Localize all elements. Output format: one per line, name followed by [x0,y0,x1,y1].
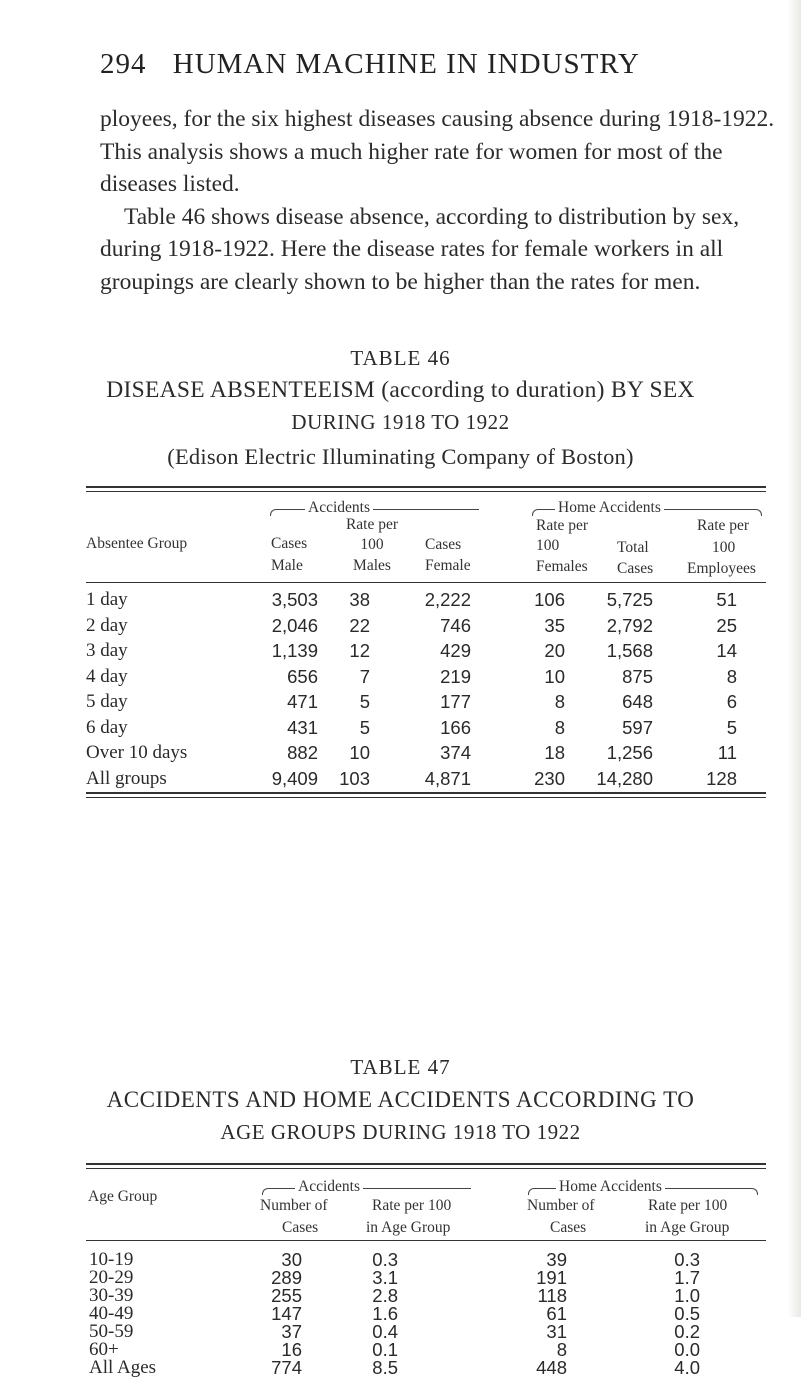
table46-row-8-col-4: 4,871 [424,767,471,789]
paragraph-2: Table 46 shows disease absence, according to distribution by sex, during 1918-1922. Here the disease rates for female workers in all groupings are clearly shown to be higher than the rates for men. [100,203,740,295]
table46-row-8-col-7: 128 [706,767,737,789]
table47-header-age-group: Age Group [88,1188,158,1205]
table46-header-cases-male-2: Male [271,557,303,574]
table47-row-4-col-2: 147 [271,1303,302,1324]
table46-header-rate-employees-3: Employees [687,560,756,577]
table46-row-3-col-2: 1,139 [271,640,318,661]
table46-row-4-col-3: 7 [359,665,370,687]
table47-row-2-col-2: 289 [271,1267,302,1288]
table47-home-group-label: Home Accidents [556,1178,665,1196]
table46-row-2-col-6: 2,792 [606,614,653,636]
table46-row-6-col-5: 8 [554,716,565,738]
table47-row-3-col-3: 2.8 [372,1285,398,1306]
table46-row-5-col-5: 8 [554,691,565,712]
table47-row-7-col-3: 8.5 [372,1357,398,1378]
table47-row-7-col-2: 774 [271,1357,302,1378]
table47-row-2-col-1: 20-29 [89,1267,134,1288]
table47-top-rule [86,1163,766,1165]
table47-row-3-col-2: 255 [271,1285,302,1306]
table47-row-1-col-4: 39 [546,1249,567,1270]
table46-row-2-col-1: 2 day [86,614,128,636]
table46-row-8-col-1: All groups [86,767,167,789]
table46-top-rule-thin [86,491,766,492]
table46-title-line-2: DURING 1918 TO 1922 [291,410,510,434]
table46-row-5-col-4: 177 [440,691,471,712]
table46-row-7-col-7: 11 [717,742,737,763]
table47-row-1-col-1: 10-19 [89,1249,134,1270]
table46-row-5-col-6: 648 [622,691,653,712]
table46-row-1-col-3: 38 [349,589,370,610]
table47-row-5-col-1: 50-59 [89,1321,134,1342]
table46-header-rate-males-1: Rate per [345,516,399,533]
table46-row-7-col-5: 18 [544,742,565,763]
table47-row-3-col-4: 118 [537,1285,567,1306]
table46-header-rule [86,582,766,583]
table46-title-line-1: DISEASE ABSENTEEISM (according to duration) BY SEX [106,377,695,403]
table46-row-1-col-1: 1 day [86,589,128,610]
table47-row-5-col-5: 0.2 [674,1321,700,1342]
table46-row-3-col-3: 12 [349,640,370,661]
table46-bottom-rule [86,792,766,794]
table47-row-6-col-4: 8 [556,1339,567,1360]
table47-title-line-2: AGE GROUPS DURING 1918 TO 1922 [220,1120,581,1144]
paragraph-1: ployees, for the six highest diseases causing absence during 1918-1922. This analysis shows a much higher rate for women for most of the diseases listed. [100,106,775,197]
page-number: 294 [100,48,147,80]
table46-header-cases-female-2: Female [425,557,471,574]
page-edge-shadow [787,0,801,1317]
table46-row-2-col-3: 22 [349,614,370,636]
table46-row-2-col-5: 35 [544,614,565,636]
table47-header-home-number-1: Number of [527,1197,595,1214]
table47-row-2-col-4: 191 [536,1267,567,1288]
table47-row-7-col-4: 448 [536,1357,567,1378]
table46-header-total-cases-2: Cases [617,560,654,577]
table46-row-8-col-6: 14,280 [596,767,653,789]
table47-header-home-number-2: Cases [550,1219,587,1236]
table46-title-line-3: (Edison Electric Illuminating Company of Boston) [167,444,634,469]
table46-row-7-col-2: 882 [287,742,318,763]
table46-row-2-col-4: 746 [440,614,471,636]
table46-row-1-col-4: 2,222 [424,589,471,610]
table46-row-4-col-5: 10 [544,665,565,687]
table47-row-1-col-3: 0.3 [372,1249,398,1270]
table47-header-number-cases-1: Number of [260,1197,328,1214]
table46-row-8-col-2: 9,409 [271,767,318,789]
table47-accidents-group-label: Accidents [295,1178,363,1196]
table46-row-3-col-6: 1,568 [606,640,653,661]
table47-row-4-col-4: 61 [546,1303,567,1324]
table46-row-4-col-7: 8 [726,665,737,687]
table46-header-rate-employees-2: 100 [712,539,736,556]
table47-row-2-col-3: 3.1 [372,1267,398,1288]
table46-row-7-col-3: 10 [349,742,370,763]
table47-accidents-brace [262,1188,471,1195]
table47-row-5-col-4: 31 [546,1321,567,1342]
table46-row-7-col-4: 374 [440,742,471,763]
table46-row-3-col-7: 14 [716,640,737,661]
table46-header-rate-females-1: Rate per [536,517,589,534]
table46-row-2-col-7: 25 [716,614,737,636]
table46-row-3-col-5: 20 [544,640,565,661]
table46-row-5-col-1: 5 day [86,691,128,712]
table47-header-rate-1: Rate per 100 [372,1197,452,1214]
table47-row-1-col-5: 0.3 [674,1249,700,1270]
table46-row-1-col-7: 51 [716,589,737,610]
table46-row-1-col-5: 106 [534,589,565,610]
table46-row-2-col-2: 2,046 [271,614,318,636]
page-header [100,48,640,81]
table46-row-7-col-6: 1,256 [606,742,653,763]
table47-header-home-rate-1: Rate per 100 [648,1197,728,1214]
table47-row-3-col-1: 30-39 [89,1285,134,1306]
table47-header-home-rate-2: in Age Group [645,1219,730,1236]
table47-row-7-col-5: 4.0 [674,1357,700,1378]
table46-label: TABLE 46 [350,346,451,370]
table46-home-group-label: Home Accidents [555,499,664,517]
table47-row-7-col-1: All Ages [89,1357,157,1378]
table46-row-4-col-6: 875 [622,665,653,687]
table47-header-rule [86,1240,766,1241]
table46-header-rate-employees-1: Rate per [697,517,750,534]
table46-top-rule [86,486,766,488]
table46-row-4-col-2: 656 [287,665,318,687]
table47-row-5-col-3: 0.4 [372,1321,398,1342]
table46-header-rate-males-2: 100 [360,536,384,553]
table46-header-cases-female-1: Cases [425,536,462,553]
table46-row-3-col-4: 429 [440,640,471,661]
table46-header-total-cases-1: Total [617,539,649,556]
table46-header-rate-females-3: Females [536,558,588,575]
table46-row-6-col-3: 5 [359,716,370,738]
table46-row-5-col-7: 6 [726,691,737,712]
table47-row-4-col-5: 0.5 [674,1303,700,1324]
table47-row-6-col-3: 0.1 [372,1339,398,1360]
table46-row-6-col-2: 431 [287,716,318,738]
table47-label: TABLE 47 [350,1055,451,1079]
table46-bottom-rule-thin [86,797,766,798]
table46-row-4-col-4: 219 [440,665,471,687]
table47-header-rate-2: in Age Group [366,1219,451,1236]
table46-row-4-col-1: 4 day [86,665,128,687]
table47-row-6-col-2: 16 [281,1339,302,1360]
table46-row-5-col-2: 471 [287,691,318,712]
table46-header-group: Absentee Group [86,535,188,552]
table46-header-cases-male-1: Cases [271,535,308,552]
table47-header-number-cases-2: Cases [282,1219,319,1236]
table46-row-1-col-2: 3,503 [271,589,318,610]
body-text [100,103,790,298]
table46-accidents-brace [270,509,479,516]
table46-row-7-col-1: Over 10 days [86,742,188,763]
table47-row-6-col-5: 0.0 [674,1339,700,1360]
table47-row-2-col-5: 1.7 [674,1267,700,1288]
table46-row-8-col-5: 230 [534,767,565,789]
table46-row-6-col-7: 5 [726,716,737,738]
table46-header-rate-females-2: 100 [536,537,560,554]
table47-row-4-col-3: 1.6 [372,1303,398,1324]
table46-accidents-group-label: Accidents [305,499,373,517]
table47-row-3-col-5: 1.0 [674,1285,700,1306]
table46-row-6-col-1: 6 day [86,716,128,738]
table47-row-5-col-2: 37 [281,1321,302,1342]
running-title: HUMAN MACHINE IN INDUSTRY [172,48,640,80]
table47-title-line-1: ACCIDENTS AND HOME ACCIDENTS ACCORDING TO [106,1087,695,1112]
table47-row-4-col-1: 40-49 [89,1303,134,1324]
table46-row-1-col-6: 5,725 [606,589,653,610]
table47-row-1-col-2: 30 [281,1249,302,1270]
table46-row-3-col-1: 3 day [86,640,128,661]
table47-row-6-col-1: 60+ [89,1339,119,1360]
table46-row-8-col-3: 103 [339,767,370,789]
table46-row-6-col-4: 166 [440,716,471,738]
table46-row-6-col-6: 597 [622,716,653,738]
table47-top-rule-thin [86,1168,766,1169]
table46-header-rate-males-3: Males [353,557,391,574]
table46-row-5-col-3: 5 [359,691,370,712]
